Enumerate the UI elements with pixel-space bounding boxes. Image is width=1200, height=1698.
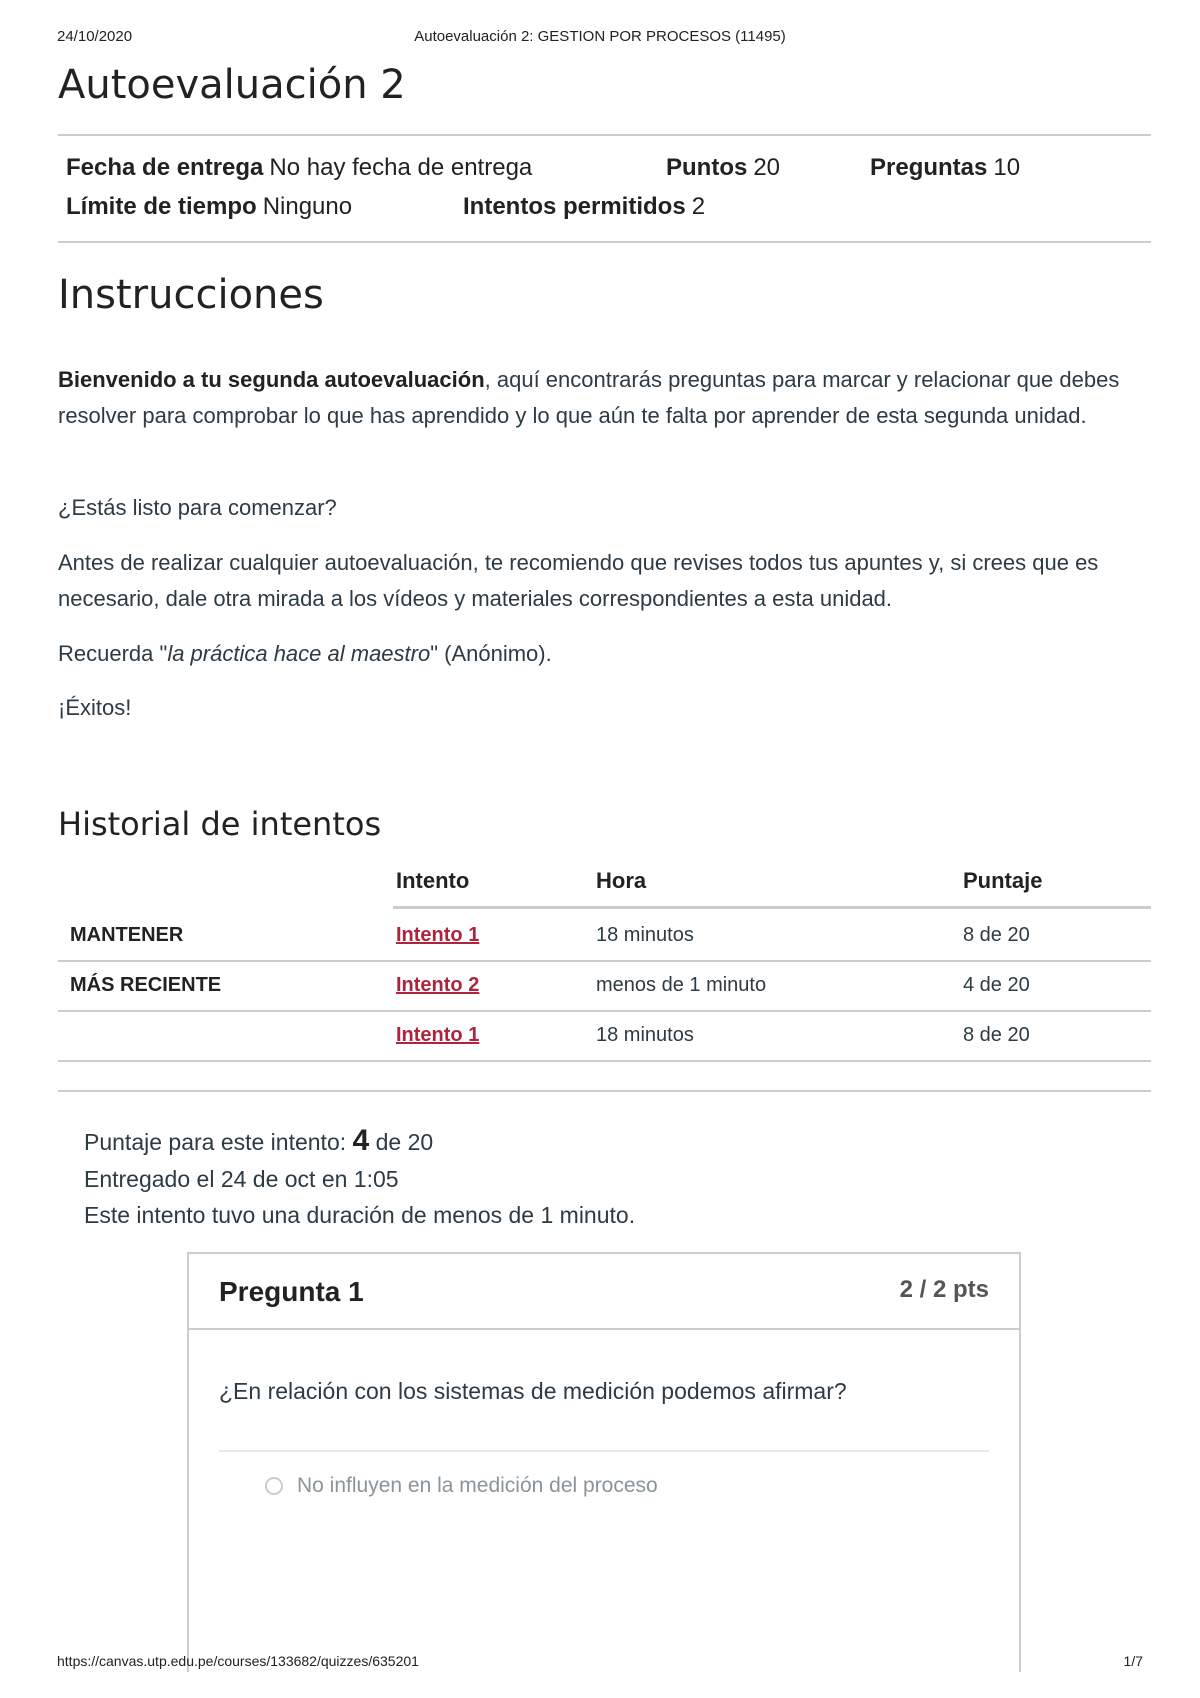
question-card (187, 1252, 1021, 1672)
instructions-paragraph-3: Antes de realizar cualquier autoevaluación, te recomiendo que revises todos tus apuntes y, si crees que es necesario, dale otra mirada a los vídeos y materiales correspondientes a esta unidad. (58, 550, 1099, 611)
attempt-score: 8 de 20 (963, 1024, 1030, 1046)
attempt-time: 18 minutos (596, 1024, 694, 1046)
answer-text: No influyen en la medición del proceso (297, 1474, 658, 1497)
due-date-meta (66, 154, 532, 182)
header-divider (393, 906, 1151, 909)
attempts-meta (463, 193, 705, 221)
question-title: Pregunta 1 (219, 1276, 364, 1307)
column-header-score: Puntaje (963, 868, 1043, 893)
column-header-attempt: Intento (396, 868, 470, 893)
row-divider (58, 960, 1151, 962)
row-divider (58, 1010, 1151, 1012)
instructions-paragraph-1 (58, 362, 1138, 434)
divider (58, 241, 1151, 243)
attempt-score-summary (84, 1124, 433, 1158)
row-divider (58, 1060, 1151, 1062)
submitted-info: Entregado el 24 de oct en 1:05 (84, 1166, 399, 1192)
quote-suffix: " (Anónimo). (430, 641, 552, 666)
print-url: https://canvas.utp.edu.pe/courses/133682/quizzes/635201 (57, 1653, 419, 1669)
time-limit-value: Ninguno (262, 193, 353, 220)
page-title: Autoevaluación 2 (58, 62, 406, 108)
score-prefix: Puntaje para este intento: (84, 1129, 353, 1155)
instructions-paragraph-5: ¡Éxitos! (58, 695, 132, 720)
answer-option[interactable] (265, 1474, 658, 1498)
due-date-label: Fecha de entrega (66, 154, 264, 181)
instructions-title: Instrucciones (58, 272, 324, 318)
attempt-score: 4 de 20 (963, 974, 1030, 996)
print-document-title: Autoevaluación 2: GESTION POR PROCESOS (11495) (414, 28, 786, 45)
instructions-text: , aquí encontrarás preguntas para marcar y relacionar que debes resolver para comprobar lo que has aprendido y lo que aún te falta por aprender de esta segunda unidad. (58, 367, 1120, 428)
questions-value: 10 (993, 154, 1021, 181)
questions-meta (870, 154, 1020, 182)
print-date: 24/10/2020 (57, 28, 133, 45)
attempt-score: 8 de 20 (963, 924, 1030, 946)
attempt-time: 18 minutos (596, 924, 694, 946)
attempts-value: 2 (691, 193, 706, 220)
divider (58, 134, 1151, 136)
question-points: 2 / 2 pts (899, 1276, 989, 1303)
instructions-paragraph-4 (58, 636, 1138, 672)
attempt-link[interactable]: Intento 1 (396, 1024, 480, 1046)
history-title: Historial de intentos (58, 805, 382, 843)
divider (58, 1090, 1151, 1092)
question-divider (219, 1450, 989, 1452)
attempt-link[interactable]: Intento 2 (396, 974, 480, 996)
points-meta (666, 154, 780, 182)
question-header (189, 1254, 1019, 1330)
instructions-paragraph-2: ¿Estás listo para comenzar? (58, 495, 337, 520)
points-value: 20 (753, 154, 781, 181)
column-header-time: Hora (596, 868, 647, 893)
row-label: MANTENER (70, 924, 184, 946)
attempt-link[interactable]: Intento 1 (396, 924, 480, 946)
quote-prefix: Recuerda " (58, 641, 168, 666)
radio-button[interactable] (265, 1477, 283, 1495)
print-footer (57, 1653, 1143, 1669)
questions-label: Preguntas (870, 154, 988, 181)
time-limit-label: Límite de tiempo (66, 193, 257, 220)
attempts-label: Intentos permitidos (463, 193, 686, 220)
question-text: ¿En relación con los sistemas de medición podemos afirmar? (219, 1378, 847, 1404)
attempt-time: menos de 1 minuto (596, 974, 767, 996)
row-label: MÁS RECIENTE (70, 974, 222, 996)
time-limit-meta (66, 193, 352, 221)
points-label: Puntos (666, 154, 748, 181)
quote-italic: la práctica hace al maestro (167, 641, 431, 666)
score-suffix: de 20 (369, 1129, 434, 1155)
page-number: 1/7 (1123, 1653, 1143, 1669)
score-value: 4 (352, 1124, 370, 1157)
duration-info: Este intento tuvo una duración de menos de 1 minuto. (84, 1202, 636, 1228)
due-date-value: No hay fecha de entrega (269, 154, 533, 181)
instructions-bold-intro: Bienvenido a tu segunda autoevaluación (58, 367, 485, 392)
